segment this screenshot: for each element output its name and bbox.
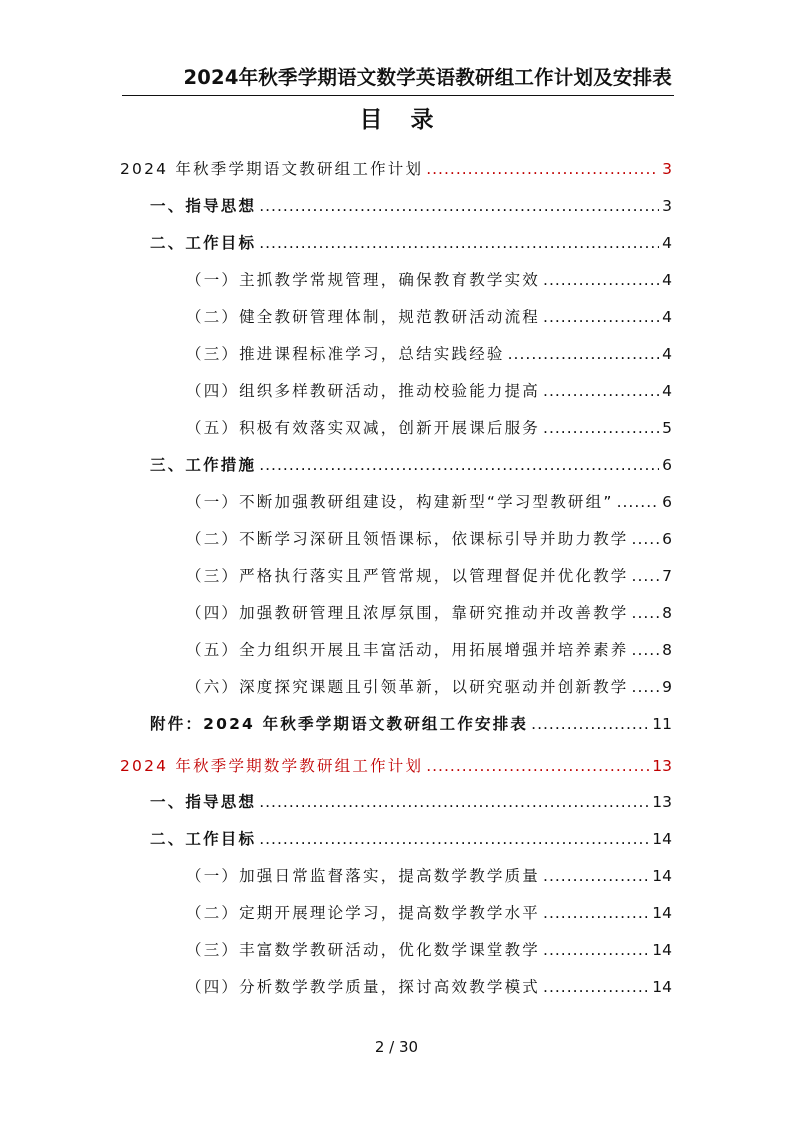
toc-page-number: 14 (652, 904, 672, 922)
toc-leader-dots (632, 567, 660, 585)
toc-entry-label: （五）全力组织开展且丰富活动，用拓展增强并培养素养 (186, 641, 629, 659)
toc-page-number: 6 (662, 530, 672, 548)
toc-entry[interactable] (186, 527, 672, 557)
toc-page-number: 13 (652, 757, 672, 775)
toc-leader-dots (259, 197, 659, 215)
toc-leader-dots (617, 493, 660, 511)
toc-title: 目 录 (359, 107, 444, 133)
toc-entry-appendix[interactable] (150, 712, 672, 742)
toc-page-number: 8 (662, 604, 672, 622)
toc-page-number: 9 (662, 678, 672, 696)
toc-page-number: 3 (662, 160, 672, 178)
toc-entry[interactable] (150, 231, 672, 261)
toc-entry-label: （四）分析数学教学质量，探讨高效教学模式 (186, 978, 541, 996)
toc-leader-dots (259, 234, 659, 252)
toc-entry-label: （四）组织多样教研活动，推动校验能力提高 (186, 382, 541, 400)
toc-page-number: 4 (662, 271, 672, 289)
toc-entry-label: 二、工作目标 (150, 234, 257, 252)
toc-page-number: 7 (662, 567, 672, 585)
toc-entry-label: （一）不断加强教研组建设，构建新型“学习型教研组” (186, 493, 614, 511)
toc-entry-label: （五）积极有效落实双减，创新开展课后服务 (186, 419, 541, 437)
toc-entry[interactable] (186, 268, 672, 298)
toc-leader-dots (543, 904, 649, 922)
toc-leader-dots (543, 867, 649, 885)
toc-entry-label: （六）深度探究课题且引领革新，以研究驱动并创新教学 (186, 678, 629, 696)
header-divider (122, 95, 674, 96)
toc-entry-label: 2024 年秋季学期数学教研组工作计划 (120, 757, 424, 775)
toc-leader-dots (543, 382, 659, 400)
toc-leader-dots (426, 160, 659, 178)
toc-page-number: 14 (652, 830, 672, 848)
toc-page-number: 6 (662, 493, 672, 511)
toc-entry[interactable] (150, 790, 672, 820)
toc-page-number: 3 (662, 197, 672, 215)
toc-page-number: 4 (662, 382, 672, 400)
toc-entry-label: （三）丰富数学教研活动，优化数学课堂教学 (186, 941, 541, 959)
toc-leader-dots (426, 757, 649, 775)
toc-page-number: 6 (662, 456, 672, 474)
toc-page-number: 4 (662, 308, 672, 326)
toc-entry[interactable] (186, 342, 672, 372)
toc-entry-math-plan[interactable] (120, 754, 672, 784)
toc-leader-dots (259, 793, 649, 811)
toc-entry-label: 一、指导思想 (150, 793, 257, 811)
toc-entry-label: 附件：2024 年秋季学期语文教研组工作安排表 (150, 715, 529, 733)
toc-page-number: 4 (662, 345, 672, 363)
toc-page-number: 4 (662, 234, 672, 252)
page-indicator: 2 / 30 (374, 1038, 419, 1056)
toc-entry[interactable] (186, 379, 672, 409)
toc-leader-dots (632, 604, 660, 622)
toc-entry-label: （一）加强日常监督落实，提高数学教学质量 (186, 867, 541, 885)
toc-leader-dots (632, 641, 660, 659)
toc-page-number: 14 (652, 978, 672, 996)
toc-page-number: 13 (652, 793, 672, 811)
toc-entry[interactable] (150, 453, 672, 483)
toc-leader-dots (543, 308, 659, 326)
toc-page-number: 11 (652, 715, 672, 733)
toc-entry-label: （三）严格执行落实且严管常规，以管理督促并优化教学 (186, 567, 629, 585)
toc-entry-label: （二）不断学习深研且领悟课标，依课标引导并助力教学 (186, 530, 629, 548)
toc-entry[interactable] (186, 675, 672, 705)
toc-entry[interactable] (186, 305, 672, 335)
toc-entry[interactable] (150, 194, 672, 224)
toc-leader-dots (632, 678, 660, 696)
toc-entry[interactable] (150, 827, 672, 857)
toc-entry-label: （二）健全教研管理体制，规范教研活动流程 (186, 308, 541, 326)
toc-page-number: 5 (662, 419, 672, 437)
toc-entry-label: （三）推进课程标准学习，总结实践经验 (186, 345, 505, 363)
toc-entry-label: （一）主抓教学常规管理，确保教育教学实效 (186, 271, 541, 289)
toc-entry-label: （二）定期开展理论学习，提高数学教学水平 (186, 904, 541, 922)
toc-page-number: 14 (652, 941, 672, 959)
toc-entry[interactable] (186, 938, 672, 968)
toc-page-number: 8 (662, 641, 672, 659)
toc-entry-label: 一、指导思想 (150, 197, 257, 215)
toc-leader-dots (543, 271, 659, 289)
toc-leader-dots (543, 941, 649, 959)
toc-entry[interactable] (186, 601, 672, 631)
toc-entry[interactable] (186, 864, 672, 894)
toc-leader-dots (543, 419, 659, 437)
toc-entry-label: 二、工作目标 (150, 830, 257, 848)
toc-entry[interactable] (186, 564, 672, 594)
toc-entry-chinese-plan[interactable] (120, 157, 672, 187)
toc-entry[interactable] (186, 490, 672, 520)
toc-entry[interactable] (186, 901, 672, 931)
toc-leader-dots (259, 830, 649, 848)
toc-page-number: 14 (652, 867, 672, 885)
toc-entry-label: 三、工作措施 (150, 456, 257, 474)
toc-entry[interactable] (186, 638, 672, 668)
toc-leader-dots (531, 715, 649, 733)
toc-leader-dots (543, 978, 649, 996)
toc-leader-dots (632, 530, 660, 548)
toc-leader-dots (259, 456, 659, 474)
toc-leader-dots (508, 345, 660, 363)
toc-entry-label: 2024 年秋季学期语文教研组工作计划 (120, 160, 424, 178)
toc-entry-label: （四）加强教研管理且浓厚氛围，靠研究推动并改善教学 (186, 604, 629, 622)
toc-entry[interactable] (186, 975, 672, 1005)
document-header-title: 2024年秋季学期语文数学英语教研组工作计划及安排表 (183, 66, 672, 89)
toc-entry[interactable] (186, 416, 672, 446)
